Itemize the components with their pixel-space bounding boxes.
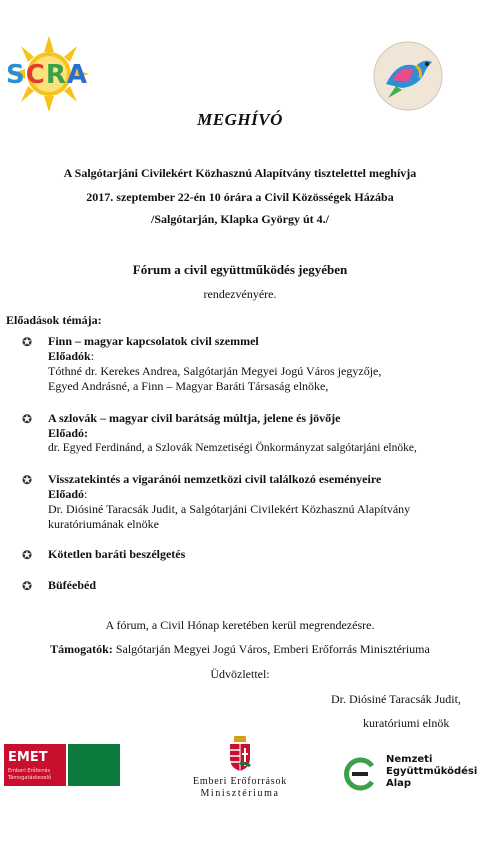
ministry-line-2: Minisztériuma	[200, 788, 280, 799]
topic-title: A szlovák – magyar civil barátság múltja, jelene és jövője	[48, 411, 341, 425]
topic-item-5	[48, 578, 473, 593]
emet-logo	[4, 744, 120, 786]
topic-item-2	[48, 411, 473, 456]
ministry-logo	[150, 736, 330, 800]
bird-logo	[372, 40, 444, 112]
scra-letter-s: S	[6, 60, 26, 90]
supporters-label: Támogatók:	[50, 642, 113, 656]
speaker-suffix: :	[90, 349, 95, 363]
topic-title: Finn – magyar kapcsolatok civil szemmel	[48, 334, 259, 348]
forum-title: Fórum a civil együttműködés jegyében	[132, 262, 348, 277]
scra-letter-a: A	[66, 60, 88, 90]
signature-name: Dr. Diósiné Taracsák Judit,	[331, 692, 461, 706]
speaker-suffix: :	[84, 487, 88, 501]
ministry-line-1: Emberi Erőforrások	[192, 776, 288, 787]
speaker-line: Egyed Andrásné, a Finn – Magyar Baráti Társaság elnöke,	[48, 379, 329, 393]
bullet-icon: ✪	[22, 548, 33, 562]
scra-logo	[4, 34, 94, 114]
emet-sub-1: Emberi Erőforrás	[8, 768, 51, 774]
topics-heading: Előadások témája:	[6, 313, 102, 327]
scra-letter-c: C	[25, 60, 46, 90]
nea-line-2: Együttműködési	[386, 766, 478, 777]
scra-letter-r: R	[45, 60, 67, 90]
topic-title: Kötetlen baráti beszélgetés	[48, 547, 186, 561]
speaker-line: dr. Egyed Ferdinánd, a Szlovák Nemzetiségi Önkormányzat salgótarjáni elnöke,	[48, 442, 417, 454]
topic-title: Büféebéd	[48, 578, 96, 592]
emet-sub-2: Támogatáskezelő	[8, 775, 52, 781]
nea-logo	[342, 752, 476, 796]
supporters-text: Salgótarján Megyei Jogú Város, Emberi Erőforrás Minisztériuma	[112, 642, 430, 656]
page-title: MEGHÍVÓ	[197, 110, 283, 129]
emet-red-block	[4, 744, 66, 786]
topic-item-1	[48, 334, 473, 394]
emet-green-block	[68, 744, 120, 786]
intro-line-1: A Salgótarjáni Civilekért Közhasznú Alapítvány tisztelettel meghívja	[63, 166, 417, 180]
topic-item-3	[48, 472, 473, 532]
speaker-label: Előadó	[48, 487, 85, 501]
speaker-line: Tóthné dr. Kerekes Andrea, Salgótarján Megyei Jogú Város jegyzője,	[48, 364, 382, 378]
closing-line: A fórum, a Civil Hónap keretében kerül megrendezésre.	[105, 618, 375, 632]
nea-line-3: Alap	[386, 778, 412, 789]
bird-icon	[372, 40, 444, 112]
speaker-line: Dr. Diósiné Taracsák Judit, a Salgótarjáni Civilekért Közhasznú Alapítvány	[48, 502, 411, 516]
speaker-line: kuratóriumának elnöke	[48, 517, 159, 531]
topic-title: Visszatekintés a vigaránói nemzetközi civil találkozó eseményeire	[48, 472, 382, 486]
speaker-label: Előadók	[48, 349, 91, 363]
greeting: Üdvözlettel:	[210, 667, 270, 681]
bullet-icon: ✪	[22, 335, 33, 349]
emet-name: EMET	[8, 750, 48, 765]
bullet-icon: ✪	[22, 579, 33, 593]
nea-text	[386, 754, 477, 790]
intro-line-2: 2017. szeptember 22-én 10 órára a Civil Közösségek Házába	[86, 190, 394, 204]
topic-item-4	[48, 547, 473, 562]
signature-role: kuratóriumi elnök	[363, 716, 450, 730]
bullet-icon: ✪	[22, 412, 33, 426]
supporters-line	[0, 642, 480, 657]
speaker-label: Előadó:	[48, 426, 89, 440]
nea-emblem-icon	[342, 756, 378, 792]
intro-line-3: /Salgótarján, Klapka György út 4./	[150, 212, 329, 226]
coat-of-arms-icon	[228, 736, 252, 772]
bullet-icon: ✪	[22, 473, 33, 487]
forum-subtitle: rendezvényére.	[203, 287, 277, 301]
nea-line-1: Nemzeti	[386, 754, 433, 765]
